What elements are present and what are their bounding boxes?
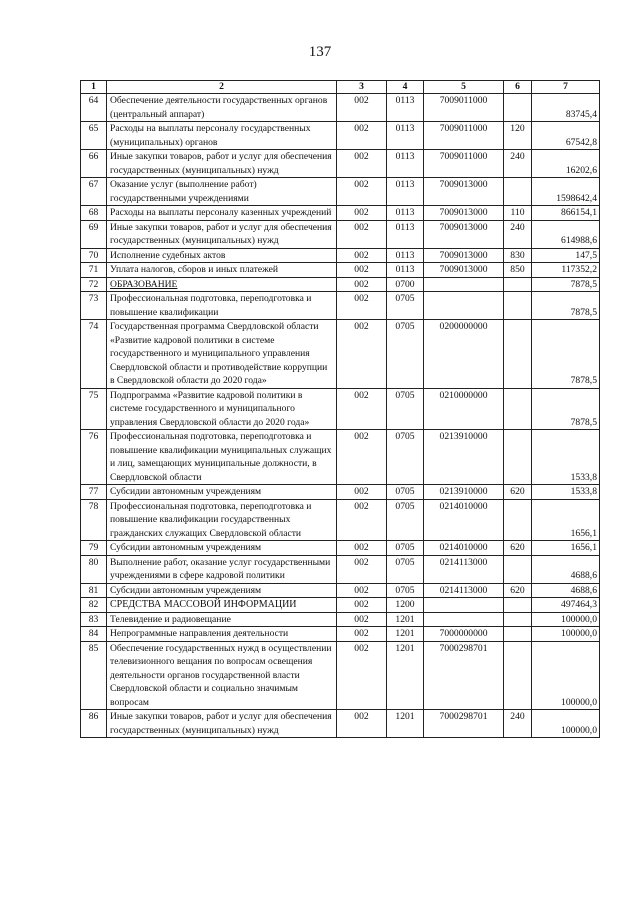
row-col-5: 7009013000	[424, 206, 504, 221]
row-col-4: 1201	[387, 641, 424, 710]
row-col-6: 830	[504, 248, 532, 263]
row-number: 71	[81, 263, 107, 278]
row-col-3: 002	[337, 94, 387, 122]
row-col-4: 0705	[387, 388, 424, 430]
row-col-3: 002	[337, 555, 387, 583]
row-col-5: 0213910000	[424, 430, 504, 485]
row-col-4: 0700	[387, 277, 424, 292]
row-amount: 1656,1	[532, 499, 600, 541]
row-col-4: 0113	[387, 122, 424, 150]
row-col-5	[424, 598, 504, 613]
table-row	[81, 178, 600, 206]
table-row	[81, 583, 600, 598]
row-col-6	[504, 598, 532, 613]
row-name: Исполнение судебных актов	[107, 248, 337, 263]
row-col-4: 0705	[387, 292, 424, 320]
row-col-4: 1201	[387, 710, 424, 738]
header-col-3: 3	[337, 81, 387, 94]
table-row	[81, 122, 600, 150]
table-row	[81, 206, 600, 221]
row-amount: 100000,0	[532, 710, 600, 738]
row-col-5: 7000000000	[424, 627, 504, 642]
row-amount: 147,5	[532, 248, 600, 263]
row-amount: 1656,1	[532, 541, 600, 556]
row-col-5: 0213910000	[424, 485, 504, 500]
row-col-4: 0113	[387, 220, 424, 248]
row-number: 83	[81, 612, 107, 627]
row-col-4: 0113	[387, 94, 424, 122]
row-col-4: 0113	[387, 178, 424, 206]
row-amount: 497464,3	[532, 598, 600, 613]
header-col-5: 5	[424, 81, 504, 94]
row-number: 75	[81, 388, 107, 430]
row-name: Расходы на выплаты персоналу государственных (муниципальных) органов	[107, 122, 337, 150]
row-amount: 16202,6	[532, 150, 600, 178]
row-amount: 83745,4	[532, 94, 600, 122]
row-col-6	[504, 627, 532, 642]
table-row	[81, 150, 600, 178]
row-number: 84	[81, 627, 107, 642]
row-col-4: 0705	[387, 485, 424, 500]
row-amount: 4688,6	[532, 583, 600, 598]
row-col-5: 7009013000	[424, 220, 504, 248]
header-col-1: 1	[81, 81, 107, 94]
row-name: Обеспечение деятельности государственных органов (центральный аппарат)	[107, 94, 337, 122]
row-col-4: 0705	[387, 541, 424, 556]
row-col-4: 0705	[387, 583, 424, 598]
row-col-6	[504, 388, 532, 430]
row-col-6: 620	[504, 541, 532, 556]
row-name: Субсидии автономным учреждениям	[107, 583, 337, 598]
row-amount: 614988,6	[532, 220, 600, 248]
header-col-4: 4	[387, 81, 424, 94]
row-name: Профессиональная подготовка, переподготовка и повышение квалификации государственных гражданских служащих Свердловской области	[107, 499, 337, 541]
row-number: 72	[81, 277, 107, 292]
row-col-5: 0214010000	[424, 499, 504, 541]
row-amount: 67542,8	[532, 122, 600, 150]
row-amount: 7878,5	[532, 292, 600, 320]
row-col-4: 0113	[387, 150, 424, 178]
row-number: 74	[81, 320, 107, 389]
row-number: 68	[81, 206, 107, 221]
row-col-5: 7009011000	[424, 122, 504, 150]
row-number: 73	[81, 292, 107, 320]
table-body	[81, 94, 600, 738]
row-col-5: 0200000000	[424, 320, 504, 389]
table-row	[81, 541, 600, 556]
row-col-3: 002	[337, 122, 387, 150]
row-name: СРЕДСТВА МАССОВОЙ ИНФОРМАЦИИ	[107, 598, 337, 613]
row-col-6	[504, 277, 532, 292]
row-col-3: 002	[337, 541, 387, 556]
row-col-3: 002	[337, 320, 387, 389]
row-col-3: 002	[337, 499, 387, 541]
row-number: 78	[81, 499, 107, 541]
row-col-3: 002	[337, 598, 387, 613]
row-col-6: 620	[504, 485, 532, 500]
row-name: ОБРАЗОВАНИЕ	[107, 277, 337, 292]
row-col-6	[504, 430, 532, 485]
row-col-5: 7009013000	[424, 248, 504, 263]
row-col-3: 002	[337, 710, 387, 738]
row-col-5	[424, 277, 504, 292]
table-row	[81, 320, 600, 389]
table-row	[81, 248, 600, 263]
row-col-3: 002	[337, 220, 387, 248]
table-row	[81, 94, 600, 122]
row-number: 80	[81, 555, 107, 583]
row-col-4: 0113	[387, 206, 424, 221]
row-name: Уплата налогов, сборов и иных платежей	[107, 263, 337, 278]
row-col-6: 240	[504, 220, 532, 248]
header-col-6: 6	[504, 81, 532, 94]
row-col-3: 002	[337, 248, 387, 263]
table-row	[81, 485, 600, 500]
row-col-3: 002	[337, 178, 387, 206]
table-row	[81, 598, 600, 613]
row-col-4: 1201	[387, 612, 424, 627]
table-row	[81, 263, 600, 278]
header-col-2: 2	[107, 81, 337, 94]
row-col-5: 0214113000	[424, 583, 504, 598]
row-amount: 866154,1	[532, 206, 600, 221]
row-name: Иные закупки товаров, работ и услуг для обеспечения государственных (муниципальных) нужд	[107, 220, 337, 248]
row-amount: 1598642,4	[532, 178, 600, 206]
row-name: Непрограммные направления деятельности	[107, 627, 337, 642]
row-col-3: 002	[337, 612, 387, 627]
row-col-6	[504, 320, 532, 389]
row-col-3: 002	[337, 292, 387, 320]
row-col-4: 0113	[387, 248, 424, 263]
row-col-6: 110	[504, 206, 532, 221]
row-col-6: 120	[504, 122, 532, 150]
row-amount: 7878,5	[532, 320, 600, 389]
row-name: Оказание услуг (выполнение работ) государственными учреждениями	[107, 178, 337, 206]
table-row	[81, 388, 600, 430]
row-name: Профессиональная подготовка, переподготовка и повышение квалификации	[107, 292, 337, 320]
row-name: Профессиональная подготовка, переподготовка и повышение квалификации муниципальных служащих и лиц, замещающих муниципальные должности, в Свердловской области	[107, 430, 337, 485]
table-row	[81, 292, 600, 320]
row-col-5	[424, 292, 504, 320]
row-number: 64	[81, 94, 107, 122]
row-col-6	[504, 641, 532, 710]
row-col-6: 240	[504, 150, 532, 178]
row-col-6	[504, 499, 532, 541]
row-col-6	[504, 612, 532, 627]
row-number: 86	[81, 710, 107, 738]
row-col-6: 850	[504, 263, 532, 278]
row-name: Субсидии автономным учреждениям	[107, 485, 337, 500]
row-col-3: 002	[337, 206, 387, 221]
row-number: 76	[81, 430, 107, 485]
table-row	[81, 612, 600, 627]
row-amount: 1533,8	[532, 430, 600, 485]
row-col-3: 002	[337, 263, 387, 278]
row-col-4: 0705	[387, 430, 424, 485]
row-amount: 117352,2	[532, 263, 600, 278]
row-col-5: 7009011000	[424, 94, 504, 122]
row-col-3: 002	[337, 627, 387, 642]
row-number: 82	[81, 598, 107, 613]
row-number: 79	[81, 541, 107, 556]
page-number: 137	[308, 44, 332, 60]
row-name: Выполнение работ, оказание услуг государственными учреждениями в сфере кадровой политики	[107, 555, 337, 583]
row-col-5: 7009011000	[424, 150, 504, 178]
row-col-3: 002	[337, 485, 387, 500]
header-row	[81, 81, 600, 94]
row-col-4: 1201	[387, 627, 424, 642]
row-col-4: 0705	[387, 320, 424, 389]
row-number: 66	[81, 150, 107, 178]
table-row	[81, 277, 600, 292]
budget-table	[80, 80, 600, 738]
row-name: Телевидение и радиовещание	[107, 612, 337, 627]
row-col-3: 002	[337, 430, 387, 485]
row-name: Расходы на выплаты персоналу казенных учреждений	[107, 206, 337, 221]
row-col-5: 7000298701	[424, 641, 504, 710]
row-col-5: 0214113000	[424, 555, 504, 583]
row-col-4: 1200	[387, 598, 424, 613]
row-name: Субсидии автономным учреждениям	[107, 541, 337, 556]
row-number: 65	[81, 122, 107, 150]
table-row	[81, 627, 600, 642]
row-amount: 100000,0	[532, 641, 600, 710]
table-row	[81, 430, 600, 485]
table-row	[81, 641, 600, 710]
row-col-6: 240	[504, 710, 532, 738]
row-col-4: 0705	[387, 555, 424, 583]
row-col-3: 002	[337, 388, 387, 430]
row-name: Иные закупки товаров, работ и услуг для обеспечения государственных (муниципальных) нужд	[107, 150, 337, 178]
row-number: 81	[81, 583, 107, 598]
table-row	[81, 499, 600, 541]
row-col-3: 002	[337, 277, 387, 292]
row-col-5	[424, 612, 504, 627]
row-col-5: 0210000000	[424, 388, 504, 430]
header-col-7: 7	[532, 81, 600, 94]
row-col-6	[504, 292, 532, 320]
row-col-5: 7000298701	[424, 710, 504, 738]
row-col-6	[504, 178, 532, 206]
row-number: 70	[81, 248, 107, 263]
row-col-5: 0214010000	[424, 541, 504, 556]
row-col-5: 7009013000	[424, 178, 504, 206]
row-amount: 100000,0	[532, 612, 600, 627]
row-col-6	[504, 94, 532, 122]
row-name: Подпрограмма «Развитие кадровой политики в системе государственного и муниципального управления Свердловской области до 2020 года»	[107, 388, 337, 430]
row-name: Иные закупки товаров, работ и услуг для обеспечения государственных (муниципальных) нужд	[107, 710, 337, 738]
row-amount: 100000,0	[532, 627, 600, 642]
row-name: Государственная программа Свердловской области «Развитие кадровой политики в системе государственного и муниципального управления Свердловской области и противодействие коррупции в Свердловской области до 2020 года»	[107, 320, 337, 389]
row-col-4: 0113	[387, 263, 424, 278]
table-row	[81, 710, 600, 738]
row-number: 77	[81, 485, 107, 500]
row-col-6	[504, 555, 532, 583]
row-col-4: 0705	[387, 499, 424, 541]
row-col-6: 620	[504, 583, 532, 598]
row-amount: 7878,5	[532, 388, 600, 430]
row-number: 85	[81, 641, 107, 710]
row-col-5: 7009013000	[424, 263, 504, 278]
row-amount: 7878,5	[532, 277, 600, 292]
row-amount: 4688,6	[532, 555, 600, 583]
row-number: 69	[81, 220, 107, 248]
row-amount: 1533,8	[532, 485, 600, 500]
table-row	[81, 555, 600, 583]
row-col-3: 002	[337, 641, 387, 710]
row-number: 67	[81, 178, 107, 206]
row-col-3: 002	[337, 150, 387, 178]
table-row	[81, 220, 600, 248]
row-name: Обеспечение государственных нужд в осуществлении телевизионного вещания по вопросам освещения деятельности органов государственной власти Свердловской области и социально значимым вопросам	[107, 641, 337, 710]
row-col-3: 002	[337, 583, 387, 598]
